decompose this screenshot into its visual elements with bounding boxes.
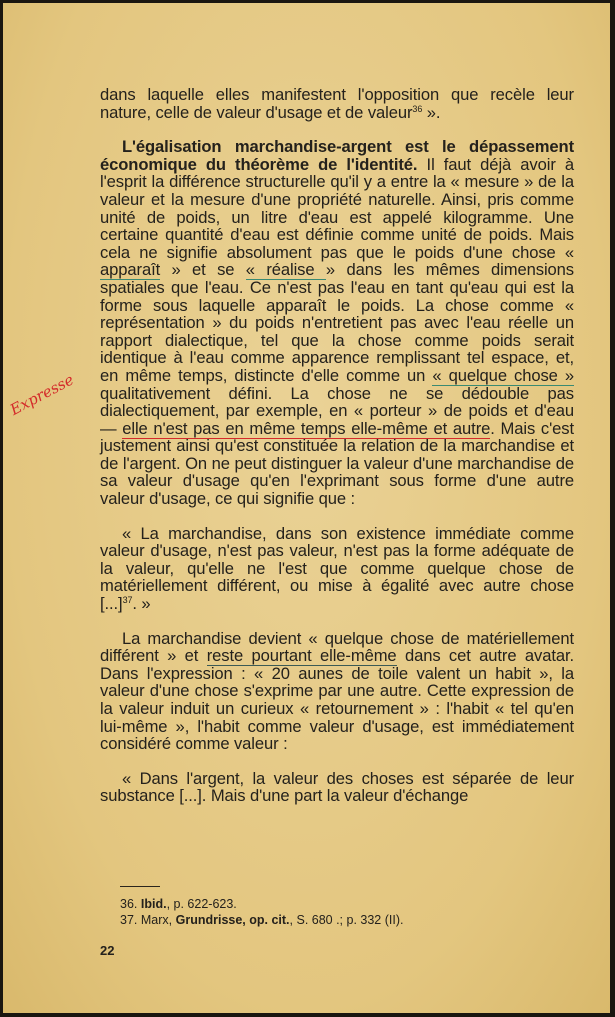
handwritten-margin-note: Expresse (7, 370, 77, 419)
footnotes (120, 896, 520, 928)
footnote-ref-37: 37 (122, 595, 133, 606)
underlined-reste-pourtant: reste pourtant elle-même (206, 646, 397, 666)
footnote-36: 36. Ibid., p. 622-623. (120, 897, 237, 911)
block-quote-1: « La marchandise, dans son existence immédiate comme valeur d'usage, n'est pas valeur, n'est pas la forme adéquate de la valeur, qu'elle ne l'est que comme quelque chose de matériellement différent, ou mise à égalité avec autre chose [...]$^{37}$. » (100, 523, 574, 614)
page-number: 22 (100, 943, 115, 958)
underlined-quelque-chose: « quelque chose » (432, 365, 574, 385)
body-text (100, 86, 574, 805)
footnote-ref-36: 36 (412, 103, 423, 114)
paragraph-3: La marchandise devient « quelque chose de matériellement différent » et reste pourtant elle-même dans cet autre avatar. Dans l'expression : « 20 aunes de toile valent un habit », la valeur d'une chose s'exprime par une autre. Cette expression de la valeur induit un curieux « retournement » : l'habit « tel qu'en lui-même », l'habit comme valeur d'usage, est immédiatement considéré comme valeur : (100, 628, 574, 754)
paragraph-2: L'égalisation marchandise-argent est le dépassement économique du théorème de l'identité. Il faut déjà avoir à l'esprit la différence structurelle qu'il y a entre la « mesure » de la valeur et la mesure d'une propriété naturelle. Ainsi, pris comme unité de poids, un litre d'eau est appelé kilogramme. Une certaine quantité d'eau est définie comme unité de poids. Mais cela ne signifie absolument pas que le poids d'une chose « apparaît » et se « réalise » dans les mêmes dimensions spatiales que l'eau. Ce n'est pas l'eau en tant qu'eau qui est la forme sous laquelle apparaît le poids. La chose comme « représentation » du poids n'entretient pas avec l'eau réelle un rapport dialectique, tel que la chose comme poids serait identique à l'eau comme apparence remplissant tel espace, et, en même temps, distincte d'elle comme un « quelque chose » qualitativement défini. La chose ne se dédouble pas dialectiquement, par exemple, en « porteur » de poids et d'eau — elle n'est pas en même temps elle-même et autre. Mais c'est justement ainsi qu'est constituée la relation de la marchandise et de l'argent. On ne peut distinguer la valeur d'une marchandise de sa valeur d'usage qu'en l'exprimant sous forme d'une autre valeur d'usage, ce qui signifie que : (100, 137, 574, 509)
book-page (3, 3, 610, 1013)
paragraph-1: dans laquelle elles manifestent l'opposition que recèle leur nature, celle de valeur d'usage et de valeur$^{36}$ ». (100, 85, 574, 122)
underlined-realise: « réalise (245, 260, 326, 280)
block-quote-2: « Dans l'argent, la valeur des choses est séparée de leur substance [...]. Mais d'une part la valeur d'échange (100, 768, 574, 806)
footnote-divider (120, 886, 160, 887)
footnote-37: 37. Marx, Grundrisse, op. cit., S. 680 .; p. 332 (II). (120, 913, 404, 927)
underlined-apparait: apparaît (100, 260, 161, 280)
paragraph-heading: L'égalisation marchandise-argent est le dépassement économique du théorème de l'identité. (100, 137, 574, 174)
red-underlined-phrase: elle n'est pas en même temps elle-même et autre (122, 418, 491, 438)
